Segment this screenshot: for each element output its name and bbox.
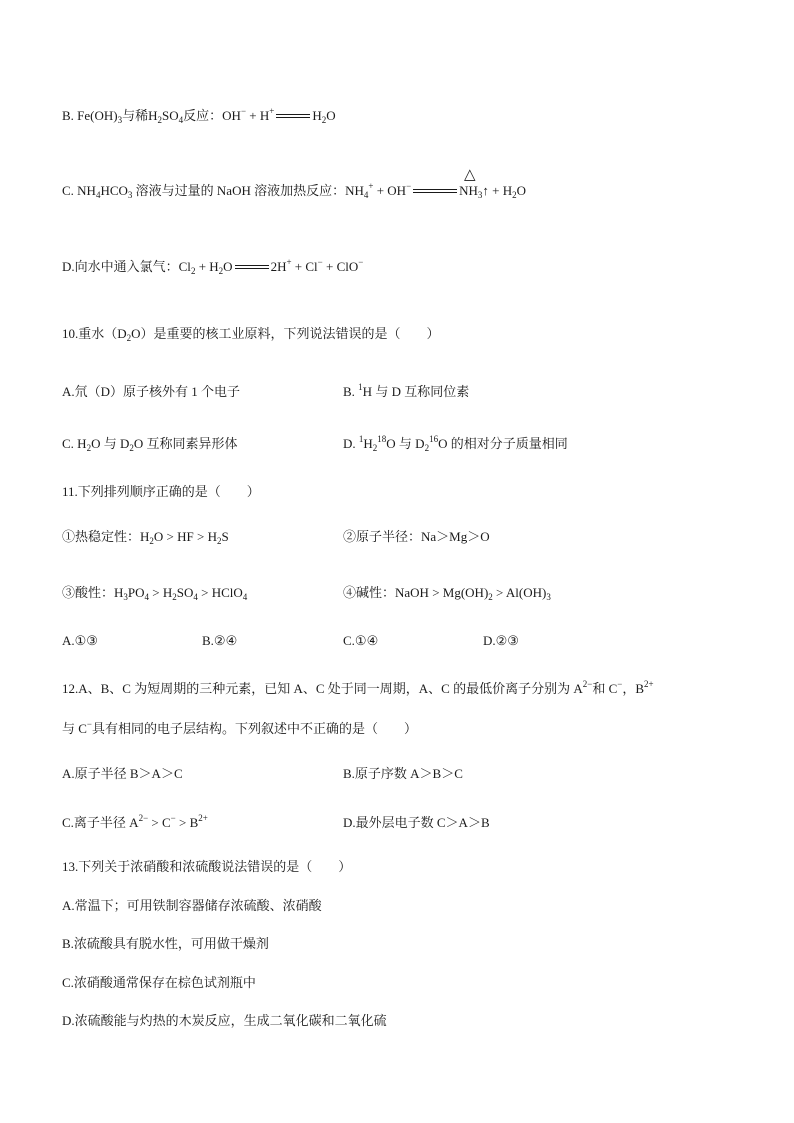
q10-option-a: A.氘（D）原子核外有 1 个电子 — [62, 384, 241, 399]
q10-option-c: C. $H_2O$ 与 $D_2O$ 互称同素异形体 — [62, 436, 238, 453]
equals-sign — [413, 187, 457, 197]
q10-option-d: D. $^1H_2^{18}O$ 与 $D_2^{16}O$ 的相对分子质量相同 — [343, 434, 568, 453]
q13-option-d: D.浓硫酸能与灼热的木炭反应，生成二氧化碳和二氧化硫 — [62, 1013, 387, 1028]
q12-option-d: D.最外层电子数 C＞A＞B — [343, 815, 490, 830]
q12-option-c: C.离子半径 $A^{2-} > C^- > B^{2+}$ — [62, 813, 208, 830]
q10-option-b: B. $^1$H 与 D 互称同位素 — [343, 382, 470, 399]
q12-option-a: A.原子半径 B＞A＞C — [62, 766, 183, 781]
q13-option-a: A.常温下；可用铁制容器储存浓硫酸、浓硝酸 — [62, 898, 322, 913]
q11-stem: 11.下列排列顺序正确的是（ ） — [62, 484, 260, 499]
q12-stem-line2: 与 C−具有相同的电子层结构。下列叙述中不正确的是（ ） — [62, 719, 418, 736]
q11-item-1: ①热稳定性：$H_2O$ > HF > $H_2S$ — [62, 529, 229, 546]
q11-item-3: ③酸性：$H_3PO_4 > H_2SO_4$ > HClO$_4$ — [62, 585, 248, 602]
q11-option-d: D.②③ — [483, 633, 519, 648]
equals-sign — [276, 112, 310, 122]
q11-option-a: A.①③ — [62, 633, 98, 648]
q11-option-b: B.②④ — [202, 633, 238, 648]
q13-option-c: C.浓硝酸通常保存在棕色试剂瓶中 — [62, 975, 256, 990]
q13-option-b: B.浓硫酸具有脱水性，可用做干燥剂 — [62, 936, 269, 951]
q11-item-4: ④碱性：NaOH > $Mg(OH)_2 > Al(OH)_3$ — [343, 585, 551, 602]
q9-option-c: C. $NH_4HCO_3$ 溶液与过量的 NaOH 溶液加热反应：$NH_4^+ + OH^-$ $NH_3↑ + H_2O$ — [62, 181, 527, 200]
q11-option-c: C.①④ — [343, 633, 379, 648]
q12-option-b: B.原子序数 A＞B＞C — [343, 766, 463, 781]
q12-stem-line1: 12.A、B、C 为短周期的三种元素，已知 A、C 处于同一周期，A、C 的最低价离子分别为 $A^{2-}$和 C−，$B^{2+}$ — [62, 679, 654, 696]
equals-sign — [235, 263, 269, 273]
q11-item-2: ②原子半径：Na＞Mg＞O — [343, 529, 490, 544]
q13-stem: 13.下列关于浓硝酸和浓硫酸说法错误的是（ ） — [62, 859, 352, 874]
q9-option-d: D.向水中通入氯气：$Cl_2 + H_2O$ 2H+ + Cl− + ClO− — [62, 257, 364, 276]
heat-symbol: △ — [464, 165, 476, 183]
q9-option-b: B. $Fe(OH)_3$与稀$H_2SO_4$反应：OH− + H+ $H_2O$ — [62, 106, 336, 125]
q10-stem: 10.重水$(D_2O)$是重要的核工业原料，下列说法错误的是（ ） — [62, 326, 440, 343]
